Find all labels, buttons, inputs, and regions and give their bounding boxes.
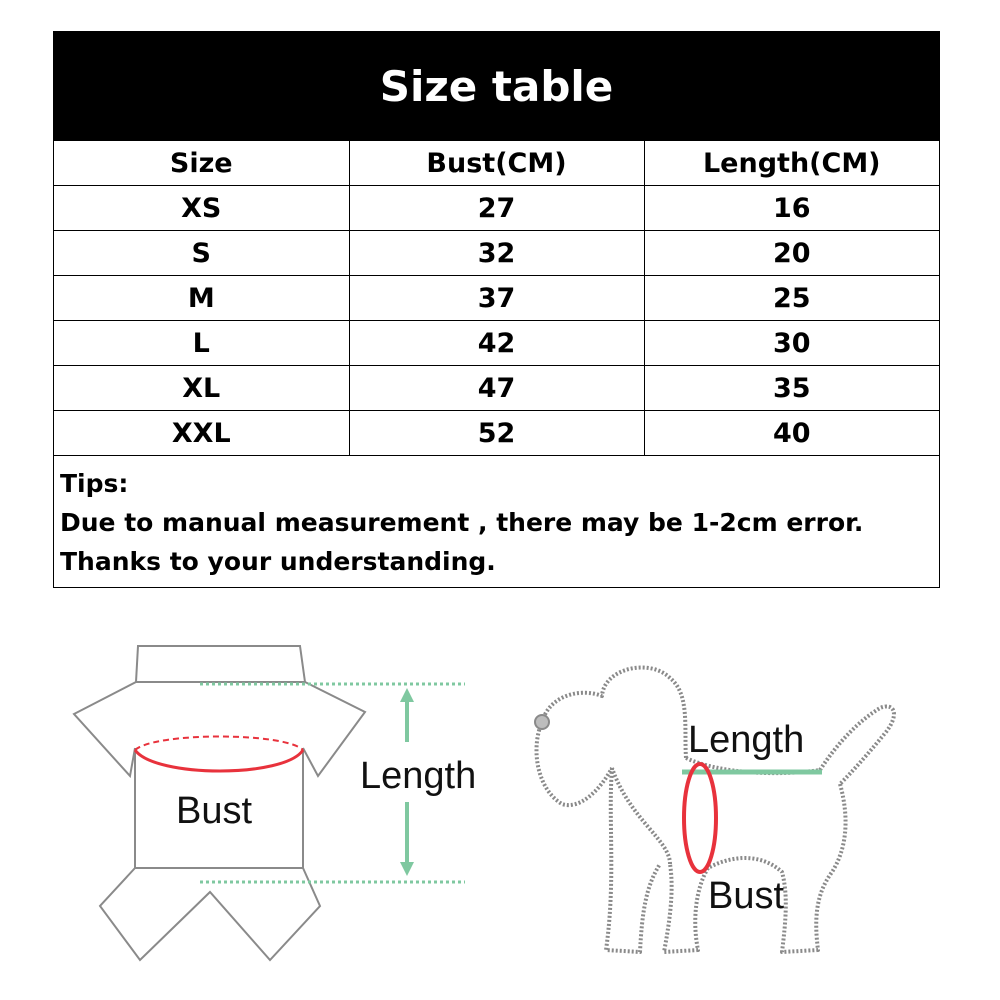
- tips-line-error: Due to manual measurement , there may be 1-2cm error.: [60, 508, 864, 537]
- cell-size: XL: [54, 366, 349, 411]
- cell-size: M: [54, 276, 349, 321]
- tips-line-thanks: Thanks to your understanding.: [60, 547, 496, 576]
- table-header-row: [54, 141, 939, 186]
- header-size: Size: [54, 141, 349, 186]
- tips-heading: Tips:: [60, 469, 129, 498]
- cell-bust: 47: [349, 366, 644, 411]
- cell-bust: 52: [349, 411, 644, 456]
- cell-length: 35: [644, 366, 939, 411]
- table-row: [54, 276, 939, 321]
- cell-bust: 27: [349, 186, 644, 231]
- dog-measurement-diagram: [520, 650, 920, 980]
- dog-nose-icon: [535, 715, 549, 729]
- cell-bust: 42: [349, 321, 644, 366]
- cell-bust: 37: [349, 276, 644, 321]
- garment-bust-label: Bust: [176, 790, 253, 832]
- size-table-title: Size table: [54, 32, 939, 141]
- cell-size: XXL: [54, 411, 349, 456]
- table-row: [54, 366, 939, 411]
- cell-bust: 32: [349, 231, 644, 276]
- table-row: [54, 186, 939, 231]
- tips-box: [54, 456, 939, 587]
- table-row: [54, 231, 939, 276]
- dog-bust-label: Bust: [708, 875, 785, 917]
- cell-length: 30: [644, 321, 939, 366]
- cell-size: S: [54, 231, 349, 276]
- dog-bust-line: [684, 764, 716, 872]
- bust-line-back: [135, 737, 303, 751]
- dog-length-label: Length: [688, 719, 805, 761]
- header-bust: Bust(CM): [349, 141, 644, 186]
- size-table: [54, 141, 939, 456]
- size-card: [53, 31, 940, 588]
- cell-size: L: [54, 321, 349, 366]
- cell-length: 40: [644, 411, 939, 456]
- table-row: [54, 411, 939, 456]
- cell-length: 25: [644, 276, 939, 321]
- cell-length: 16: [644, 186, 939, 231]
- garment-measurement-diagram: [60, 630, 500, 980]
- cell-size: XS: [54, 186, 349, 231]
- cell-length: 20: [644, 231, 939, 276]
- garment-length-label: Length: [360, 755, 477, 797]
- header-length: Length(CM): [644, 141, 939, 186]
- bust-line-front: [135, 750, 303, 771]
- table-row: [54, 321, 939, 366]
